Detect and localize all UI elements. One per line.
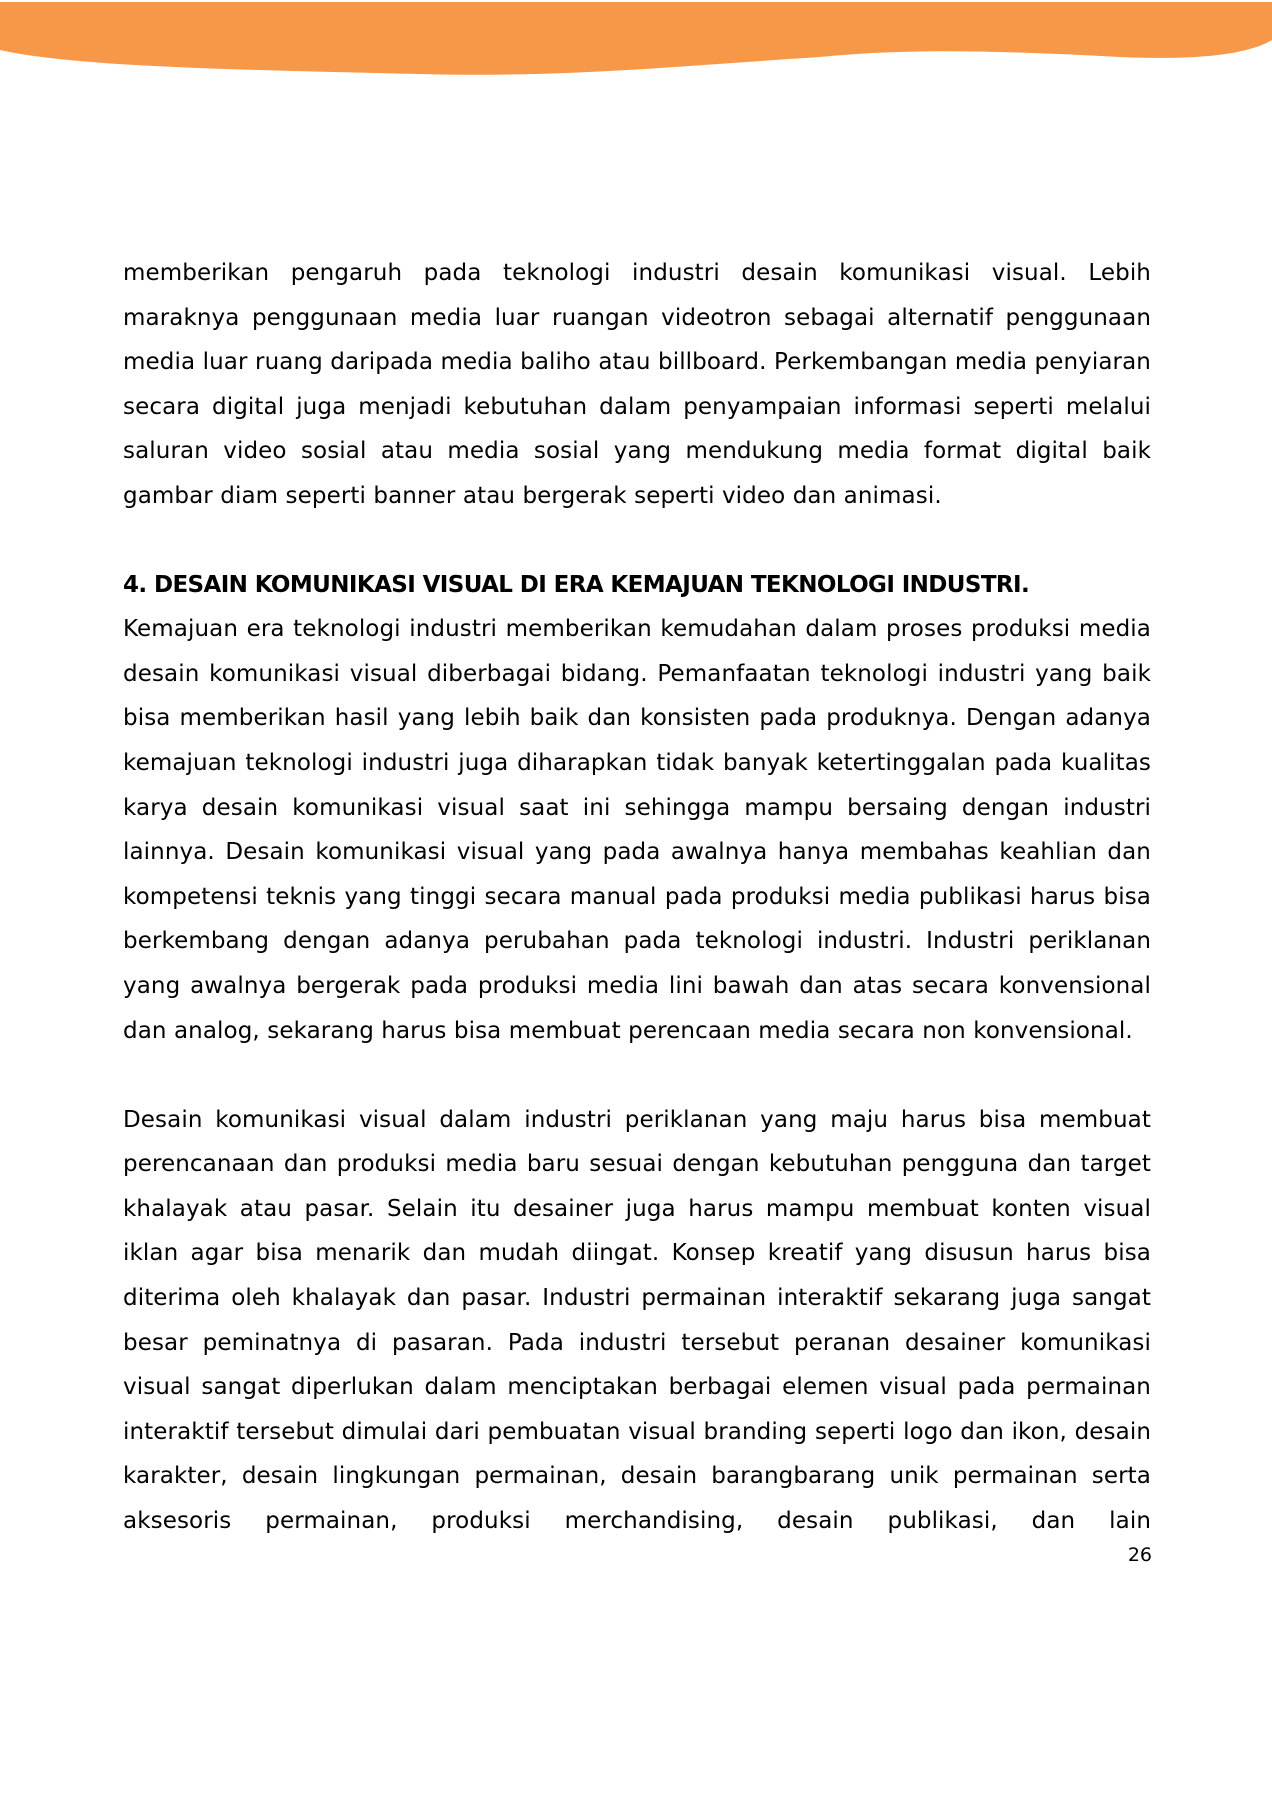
header-wave-decoration (0, 0, 1272, 80)
page-content (123, 251, 1151, 1544)
intro-paragraph: memberikan pengaruh pada teknologi industri desain komunikasi visual. Lebih maraknya penggunaan media luar ruangan videotron sebagai alternatif penggunaan media luar ruang daripada media baliho atau billboard. Perkembangan media penyiaran secara digital juga menjadi kebutuhan dalam penyampaian informasi seperti melalui saluran video sosial atau media sosial yang mendukung media format digital baik gambar diam seperti banner atau bergerak seperti video dan animasi. (123, 260, 1151, 509)
section-paragraph-2: Desain komunikasi visual dalam industri periklanan yang maju harus bisa membuat perencanaan dan produksi media baru sesuai dengan kebutuhan pengguna dan target khalayak atau pasar. Selain itu desainer juga harus mampu membuat konten visual iklan agar bisa menarik dan mudah diingat. Konsep kreatif yang disusun harus bisa diterima oleh khalayak dan pasar. Industri permainan interaktif sekarang juga sangat besar peminatnya di pasaran. Pada industri tersebut peranan desainer komunikasi visual sangat diperlukan dalam menciptakan berbagai elemen visual pada permainan interaktif tersebut dimulai dari pembuatan visual branding seperti logo dan ikon, desain karakter, desain lingkungan permainan, desain barangbarang unik permainan serta aksesoris permainan, produksi merchandising, desain publikasi, dan lain (123, 1106, 1151, 1535)
paragraph-spacer (123, 1053, 1151, 1098)
section-heading: 4. DESAIN KOMUNIKASI VISUAL DI ERA KEMAJUAN TEKNOLOGI INDUSTRI. (123, 571, 1030, 598)
page-number: 26 (1127, 1544, 1152, 1566)
section-paragraph-1: Kemajuan era teknologi industri memberikan kemudahan dalam proses produksi media desain komunikasi visual diberbagai bidang. Pemanfaatan teknologi industri yang baik bisa memberikan hasil yang lebih baik dan konsisten pada produknya. Dengan adanya kemajuan teknologi industri juga diharapkan tidak banyak ketertinggalan pada kualitas karya desain komunikasi visual saat ini sehingga mampu bersaing dengan industri lainnya. Desain komunikasi visual yang pada awalnya hanya membahas keahlian dan kompetensi teknis yang tinggi secara manual pada produksi media publikasi harus bisa berkembang dengan adanya perubahan pada teknologi industri. Industri periklanan yang awalnya bergerak pada produksi media lini bawah dan atas secara konvensional dan analog, sekarang harus bisa membuat perencaan media secara non konvensional. (123, 616, 1151, 1044)
